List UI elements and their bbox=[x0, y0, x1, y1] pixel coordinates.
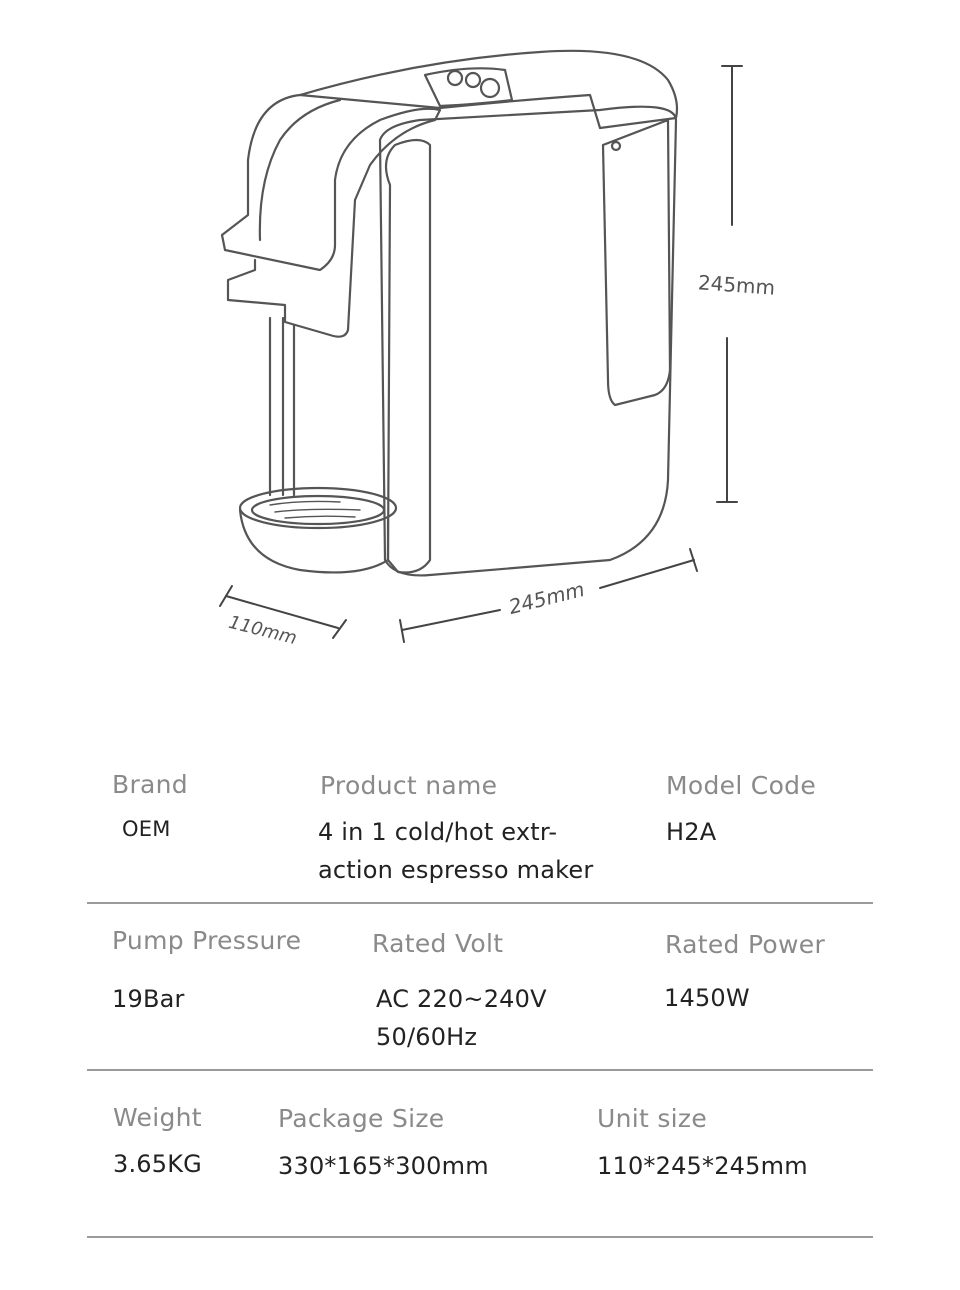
width-dim-line-left bbox=[402, 610, 500, 630]
depth-dimension-label: 110mm bbox=[226, 611, 299, 650]
spec-label-rated-volt: Rated Volt bbox=[372, 929, 504, 958]
height-dimension-label: 245mm bbox=[697, 270, 776, 300]
spec-value-package-size: 330*165*300mm bbox=[278, 1152, 489, 1180]
spec-label-brand: Brand bbox=[112, 770, 188, 799]
water-tank-outline bbox=[603, 120, 670, 405]
width-dimension-label: 245mm bbox=[506, 577, 587, 619]
drip-tray-top bbox=[240, 488, 396, 528]
spec-value-rated-power: 1450W bbox=[664, 984, 750, 1012]
spec-label-product-name: Product name bbox=[320, 771, 498, 800]
button-1 bbox=[448, 71, 462, 85]
spec-label-rated-power: Rated Power bbox=[665, 930, 826, 959]
spec-value-rated-volt: AC 220~240V 50/60Hz bbox=[376, 985, 547, 1051]
spec-divider-2 bbox=[87, 1069, 873, 1071]
spec-label-model-code: Model Code bbox=[666, 771, 817, 800]
tank-knob bbox=[612, 142, 620, 150]
spec-label-package-size: Package Size bbox=[278, 1104, 445, 1133]
spec-value-brand: OEM bbox=[122, 817, 171, 841]
front-panel bbox=[386, 140, 430, 573]
button-3 bbox=[481, 79, 499, 97]
spec-value-weight: 3.65KG bbox=[113, 1150, 202, 1178]
width-dim-line-right bbox=[600, 560, 694, 588]
spec-value-product-name: 4 in 1 cold/hot extr- action espresso maker bbox=[318, 818, 594, 884]
spec-value-unit-size: 110*245*245mm bbox=[597, 1152, 808, 1180]
machine-body-outline bbox=[380, 107, 676, 576]
spec-value-pump-pressure: 19Bar bbox=[112, 985, 185, 1013]
brew-head-arm bbox=[222, 95, 440, 337]
brew-head-inner bbox=[260, 100, 340, 240]
spec-label-unit-size: Unit size bbox=[597, 1104, 708, 1133]
spec-label-pump-pressure: Pump Pressure bbox=[112, 926, 302, 955]
spec-divider-3 bbox=[87, 1236, 873, 1238]
spec-divider-1 bbox=[87, 902, 873, 904]
spec-value-model-code: H2A bbox=[666, 818, 717, 846]
spec-label-weight: Weight bbox=[113, 1103, 202, 1132]
button-2 bbox=[466, 73, 480, 87]
